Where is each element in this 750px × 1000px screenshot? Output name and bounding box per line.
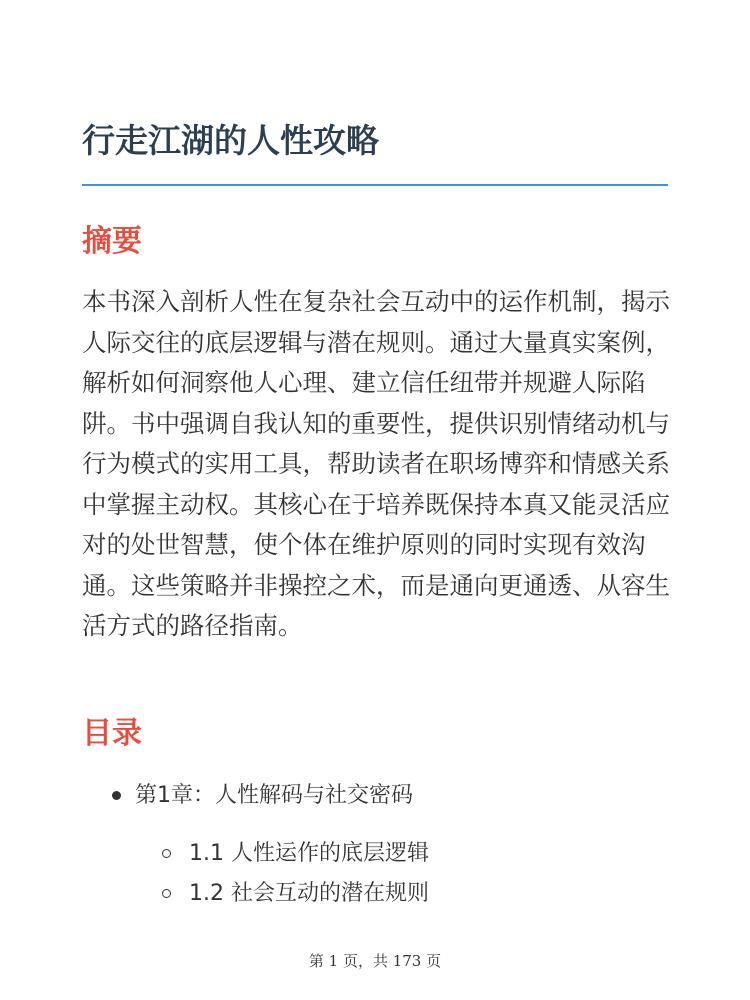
toc-chapter-item[interactable] xyxy=(112,778,413,814)
bullet-disc-icon xyxy=(112,791,121,800)
toc-heading: 目录 xyxy=(82,716,142,751)
title-divider xyxy=(82,184,668,186)
toc-section-label: 1.1 人性运作的底层逻辑 xyxy=(189,841,429,866)
toc-section-label: 1.2 社会互动的潜在规则 xyxy=(189,881,429,906)
summary-paragraph: 本书深入剖析人性在复杂社会互动中的运作机制，揭示人际交往的底层逻辑与潜在规则。通过大量真实案例，解析如何洞察他人心理、建立信任纽带并规避人际陷阱。书中强调自我认知的重要性，提供识别情绪动机与行为模式的实用工具，帮助读者在职场博弈和情感关系中掌握主动权。其核心在于培养既保持本真又能灵活应对的处世智慧，使个体在维护原则的同时实现有效沟通。这些策略并非操控之术，而是通向更通透、从容生活方式的路径指南。 xyxy=(82,287,670,640)
page-number-footer: 第 1 页，共 173 页 xyxy=(308,952,442,970)
bullet-circle-icon xyxy=(162,849,171,858)
toc-section-item[interactable] xyxy=(162,836,429,872)
toc-chapter-label: 第1章：人性解码与社交密码 xyxy=(135,783,413,808)
bullet-circle-icon xyxy=(162,889,171,898)
summary-heading: 摘要 xyxy=(82,224,142,259)
document-title: 行走江湖的人性攻略 xyxy=(82,121,379,160)
toc-section-item[interactable] xyxy=(162,876,429,912)
